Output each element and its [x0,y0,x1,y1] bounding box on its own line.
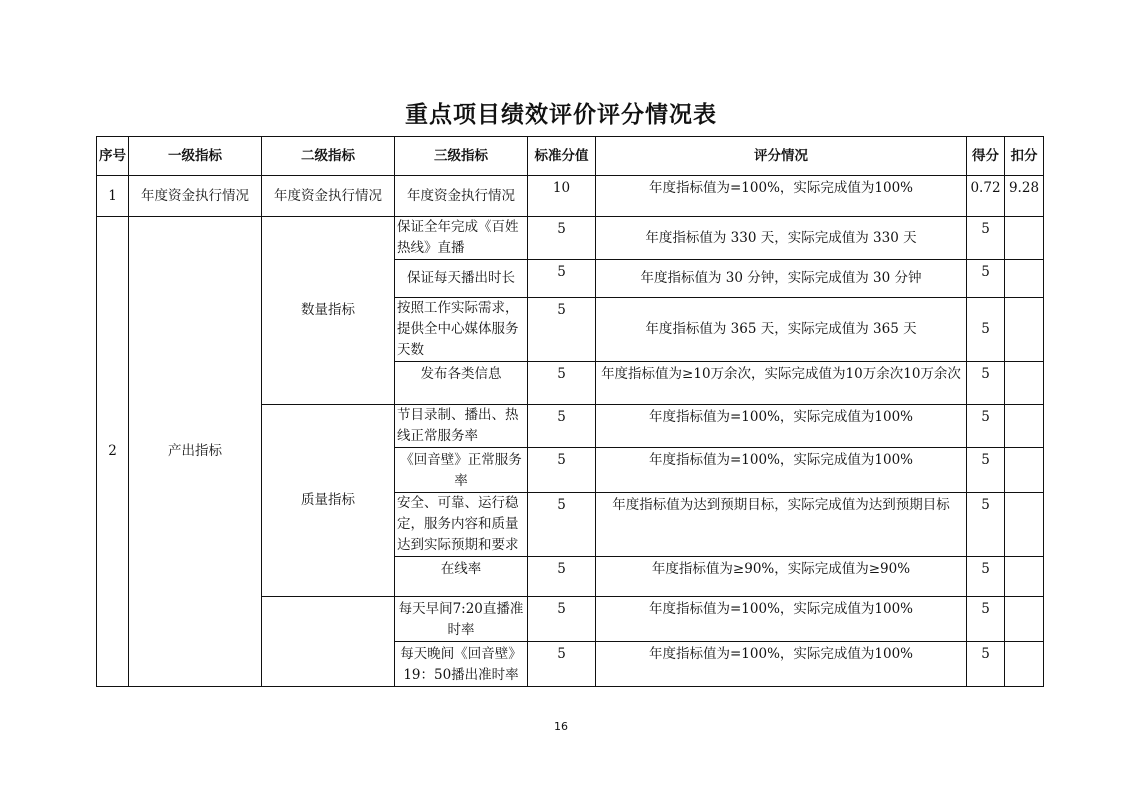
situation-cell: 年度指标值为 330 天，实际完成值为 330 天 [596,217,967,260]
situation-cell: 年度指标值为=100%，实际完成值为100% [596,176,967,217]
level3-cell: 保证全年完成《百姓热线》直播 [395,217,528,260]
standard-cell: 10 [528,176,596,217]
evaluation-table [96,136,1044,687]
level2-cell: 质量指标 [262,405,395,597]
deduct-cell [1005,217,1044,260]
header-seq: 序号 [97,137,129,176]
table-row [97,217,1044,260]
standard-cell: 5 [528,217,596,260]
score-cell: 5 [967,298,1005,362]
score-cell: 5 [967,217,1005,260]
level2-cell: 年度资金执行情况 [262,176,395,217]
level3-cell: 在线率 [395,557,528,597]
deduct-cell: 9.28 [1005,176,1044,217]
header-level2: 二级指标 [262,137,395,176]
standard-cell: 5 [528,448,596,493]
header-score: 得分 [967,137,1005,176]
table-row [97,176,1044,217]
situation-cell: 年度指标值为=100%，实际完成值为100% [596,597,967,642]
score-cell: 5 [967,557,1005,597]
level3-cell: 按照工作实际需求，提供全中心媒体服务天数 [395,298,528,362]
score-cell: 5 [967,405,1005,448]
score-cell: 5 [967,597,1005,642]
situation-cell: 年度指标值为 30 分钟，实际完成值为 30 分钟 [596,260,967,298]
deduct-cell [1005,493,1044,557]
header-level3: 三级指标 [395,137,528,176]
score-cell: 5 [967,493,1005,557]
score-cell: 5 [967,642,1005,687]
standard-cell: 5 [528,642,596,687]
score-cell: 0.72 [967,176,1005,217]
score-cell: 5 [967,448,1005,493]
standard-cell: 5 [528,260,596,298]
seq-cell: 1 [97,176,129,217]
standard-cell: 5 [528,493,596,557]
situation-cell: 年度指标值为=100%，实际完成值为100% [596,642,967,687]
situation-cell: 年度指标值为达到预期目标，实际完成值为达到预期目标 [596,493,967,557]
situation-cell: 年度指标值为≥90%，实际完成值为≥90% [596,557,967,597]
level1-cell: 产出指标 [129,217,262,687]
level3-cell: 保证每天播出时长 [395,260,528,298]
header-situation: 评分情况 [596,137,967,176]
deduct-cell [1005,298,1044,362]
standard-cell: 5 [528,298,596,362]
standard-cell: 5 [528,557,596,597]
standard-cell: 5 [528,362,596,405]
situation-cell: 年度指标值为=100%，实际完成值为100% [596,405,967,448]
header-row [97,137,1044,176]
page-number: 16 [554,720,568,733]
document-title: 重点项目绩效评价评分情况表 [405,102,717,128]
level3-cell: 每天晚间《回音壁》19：50播出准时率 [395,642,528,687]
standard-cell: 5 [528,405,596,448]
deduct-cell [1005,260,1044,298]
level3-cell: 《回音壁》正常服务率 [395,448,528,493]
header-deduct: 扣分 [1005,137,1044,176]
level3-cell: 每天早间7:20直播准时率 [395,597,528,642]
deduct-cell [1005,405,1044,448]
level2-cell [262,597,395,687]
level3-cell: 节目录制、播出、热线正常服务率 [395,405,528,448]
deduct-cell [1005,557,1044,597]
level2-cell: 数量指标 [262,217,395,405]
level3-cell: 年度资金执行情况 [395,176,528,217]
header-standard: 标准分值 [528,137,596,176]
deduct-cell [1005,362,1044,405]
standard-cell: 5 [528,597,596,642]
header-level1: 一级指标 [129,137,262,176]
deduct-cell [1005,642,1044,687]
situation-cell: 年度指标值为 365 天，实际完成值为 365 天 [596,298,967,362]
level1-cell: 年度资金执行情况 [129,176,262,217]
deduct-cell [1005,448,1044,493]
level3-cell: 发布各类信息 [395,362,528,405]
situation-cell: 年度指标值为≥10万余次，实际完成值为10万余次10万余次 [596,362,967,405]
situation-cell: 年度指标值为=100%，实际完成值为100% [596,448,967,493]
level3-cell: 安全、可靠、运行稳定，服务内容和质量达到实际预期和要求 [395,493,528,557]
score-cell: 5 [967,260,1005,298]
deduct-cell [1005,597,1044,642]
score-cell: 5 [967,362,1005,405]
seq-cell: 2 [97,217,129,687]
